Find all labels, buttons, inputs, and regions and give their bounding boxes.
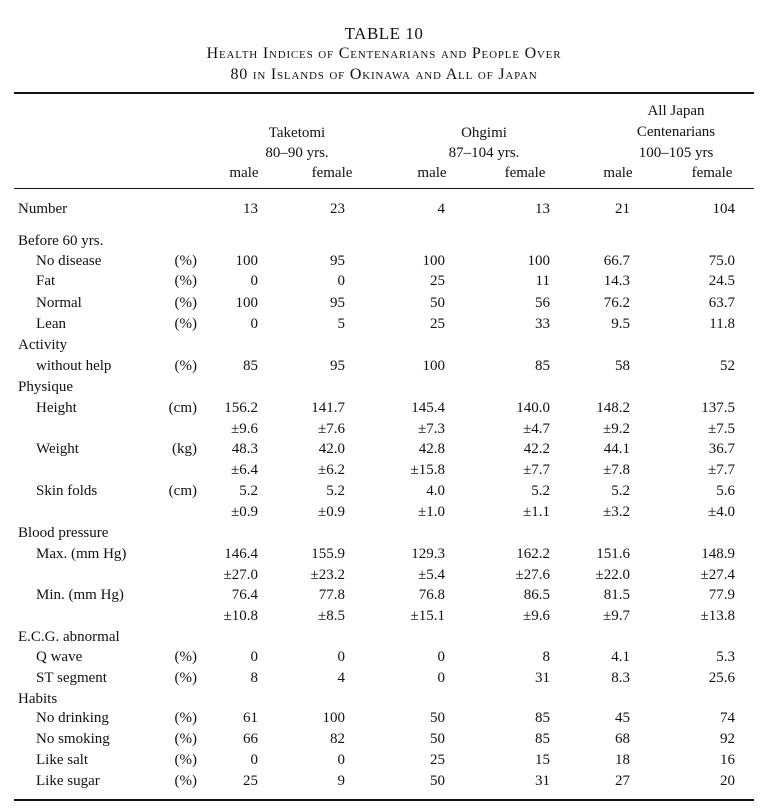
table-cell: 100 [527, 253, 550, 269]
table-cell: 145.4 [411, 400, 445, 416]
table-cell: 0 [437, 670, 445, 686]
table-cell: 162.2 [516, 546, 550, 562]
table-cell: 129.3 [411, 546, 445, 562]
table-cell: 82 [330, 731, 345, 747]
row-unit: (%) [174, 358, 197, 374]
table-cell: ±6.2 [318, 462, 345, 478]
table-cell: ±6.4 [231, 462, 258, 478]
row-unit: (%) [174, 295, 197, 311]
table-cell: 25 [243, 773, 258, 789]
table-cell: ±1.0 [418, 504, 445, 520]
table-cell: 9.5 [611, 316, 630, 332]
table-cell: 52 [720, 358, 735, 374]
row-label: Normal [36, 295, 82, 311]
table-cell: 8 [542, 649, 550, 665]
row-label: Before 60 yrs. [18, 233, 104, 249]
table-cell: 5.2 [611, 483, 630, 499]
row-label: Height [36, 400, 77, 416]
row-unit: (%) [174, 752, 197, 768]
group-header-all-japan: Centenarians [636, 124, 716, 140]
table-title-line-1: Health Indices of Centenarians and People Over [206, 45, 562, 62]
table-cell: 50 [430, 731, 445, 747]
group-age-all-japan: 100–105 yrs [638, 145, 714, 161]
row-unit: (%) [174, 710, 197, 726]
table-cell: 68 [615, 731, 630, 747]
table-cell: 56 [535, 295, 550, 311]
row-label: Fat [36, 273, 56, 289]
row-label: Blood pressure [18, 525, 109, 541]
table-cell: 61 [243, 710, 258, 726]
table-cell: 50 [430, 295, 445, 311]
table-cell: 4.1 [611, 649, 630, 665]
subcol-header-male: male [417, 165, 447, 181]
table-cell: ±9.6 [231, 421, 258, 437]
table-cell: 15 [535, 752, 550, 768]
table-cell: 146.4 [224, 546, 258, 562]
table-cell: 5.3 [716, 649, 735, 665]
table-cell: ±15.1 [410, 608, 445, 624]
table-cell: 75.0 [708, 253, 735, 269]
table-cell: ±27.6 [515, 567, 550, 583]
row-label: ST segment [36, 670, 107, 686]
table-cell: 20 [720, 773, 735, 789]
group-age-ohgimi: 87–104 yrs. [448, 145, 520, 161]
table-cell: 0 [250, 649, 258, 665]
row-label: E.C.G. abnormal [18, 629, 120, 645]
table-cell: ±0.9 [318, 504, 345, 520]
table-cell: ±23.2 [310, 567, 345, 583]
row-unit: (%) [174, 649, 197, 665]
table-cell: 50 [430, 773, 445, 789]
table-cell: 50 [430, 710, 445, 726]
table-cell: 0 [437, 649, 445, 665]
table-cell: 76.8 [418, 587, 445, 603]
row-label: Skin folds [36, 483, 98, 499]
row-label: Habits [18, 691, 58, 707]
table-cell: 66 [243, 731, 258, 747]
table-cell: 11.8 [709, 316, 735, 332]
header-rule [14, 188, 754, 189]
table-cell: 24.5 [708, 273, 735, 289]
row-label: No smoking [36, 731, 110, 747]
table-cell: ±7.8 [603, 462, 630, 478]
table-cell: ±13.8 [700, 608, 735, 624]
table-cell: ±22.0 [595, 567, 630, 583]
row-label: Lean [36, 316, 66, 332]
group-age-taketomi: 80–90 yrs. [265, 145, 329, 161]
table-cell: 95 [330, 295, 345, 311]
group-header-ohgimi: Ohgimi [461, 125, 507, 141]
table-cell: 5.2 [326, 483, 345, 499]
table-cell: 4 [437, 201, 445, 217]
table-cell: 155.9 [311, 546, 345, 562]
table-cell: 100 [235, 253, 258, 269]
table-cell: 85 [243, 358, 258, 374]
table-cell: 0 [337, 273, 345, 289]
subcol-header-female: female [311, 165, 353, 181]
table-cell: 58 [615, 358, 630, 374]
row-label: Number [18, 201, 68, 217]
table-cell: ±5.4 [418, 567, 445, 583]
subcol-header-female: female [504, 165, 546, 181]
table-cell: ±15.8 [410, 462, 445, 478]
table-cell: 86.5 [523, 587, 550, 603]
table-cell: ±27.4 [700, 567, 735, 583]
table-cell: 104 [712, 201, 735, 217]
subcol-header-male: male [603, 165, 633, 181]
table-cell: 45 [615, 710, 630, 726]
table-cell: 0 [250, 752, 258, 768]
table-cell: ±7.7 [708, 462, 735, 478]
table-cell: ±9.6 [523, 608, 550, 624]
row-unit: (%) [174, 316, 197, 332]
table-cell: 42.8 [418, 441, 445, 457]
table-cell: 76.2 [603, 295, 630, 311]
table-cell: 14.3 [603, 273, 630, 289]
table-cell: 9 [337, 773, 345, 789]
table-cell: 85 [535, 731, 550, 747]
table-number: TABLE 10 [344, 24, 424, 43]
table-cell: ±7.7 [523, 462, 550, 478]
row-label: No drinking [36, 710, 109, 726]
row-unit: (cm) [168, 400, 197, 416]
table-cell: 5.6 [716, 483, 735, 499]
table-cell: ±4.7 [523, 421, 550, 437]
table-cell: 25.6 [708, 670, 735, 686]
subcol-header-male: male [229, 165, 259, 181]
table-cell: 21 [615, 201, 630, 217]
table-cell: 5.2 [239, 483, 258, 499]
table-cell: 148.9 [701, 546, 735, 562]
table-cell: 48.3 [231, 441, 258, 457]
table-cell: ±10.8 [223, 608, 258, 624]
table-cell: ±8.5 [318, 608, 345, 624]
table-cell: 63.7 [708, 295, 735, 311]
table-cell: 76.4 [231, 587, 258, 603]
table-cell: 4 [337, 670, 345, 686]
table-cell: 44.1 [603, 441, 630, 457]
table-cell: 141.7 [311, 400, 345, 416]
table-cell: 25 [430, 752, 445, 768]
row-label: Q wave [36, 649, 83, 665]
row-label: Like sugar [36, 773, 100, 789]
table-cell: 85 [535, 710, 550, 726]
table-cell: 42.0 [318, 441, 345, 457]
table-cell: 77.9 [708, 587, 735, 603]
table-cell: ±9.7 [603, 608, 630, 624]
table-cell: 81.5 [603, 587, 630, 603]
row-unit: (cm) [168, 483, 197, 499]
row-label: Activity [18, 337, 68, 353]
table-cell: 151.6 [596, 546, 630, 562]
row-label: Weight [36, 441, 79, 457]
group-header-taketomi: Taketomi [268, 125, 326, 141]
bottom-rule [14, 799, 754, 801]
table-cell: 156.2 [224, 400, 258, 416]
table-cell: 25 [430, 316, 445, 332]
table-cell: 148.2 [596, 400, 630, 416]
table-cell: 0 [337, 752, 345, 768]
group-header-all-japan-line-1: All Japan [647, 103, 705, 119]
row-label: Min. (mm Hg) [36, 587, 124, 603]
table-cell: 36.7 [708, 441, 735, 457]
table-cell: 11 [535, 273, 550, 289]
table-cell: 42.2 [523, 441, 550, 457]
table-cell: 13 [535, 201, 550, 217]
row-label: No disease [36, 253, 102, 269]
table-cell: 100 [235, 295, 258, 311]
table-cell: 0 [250, 316, 258, 332]
table-cell: 5.2 [531, 483, 550, 499]
table-cell: ±7.5 [708, 421, 735, 437]
table-cell: 100 [422, 358, 445, 374]
row-label: Max. (mm Hg) [36, 546, 127, 562]
table-cell: 77.8 [318, 587, 345, 603]
row-label: Like salt [36, 752, 89, 768]
table-cell: 95 [330, 358, 345, 374]
table-cell: 31 [535, 670, 550, 686]
table-cell: 0 [337, 649, 345, 665]
table-cell: 5 [337, 316, 345, 332]
table-cell: 25 [430, 273, 445, 289]
table-cell: 23 [330, 201, 345, 217]
table-title-line-2: 80 in Islands of Okinawa and All of Japan [230, 66, 538, 83]
row-label: Physique [18, 379, 74, 395]
row-unit: (%) [174, 253, 197, 269]
table-cell: 137.5 [701, 400, 735, 416]
table-cell: 100 [322, 710, 345, 726]
table-cell: ±4.0 [708, 504, 735, 520]
table-cell: ±7.3 [418, 421, 445, 437]
table-cell: 33 [535, 316, 550, 332]
table-cell: 0 [250, 273, 258, 289]
table-cell: 8 [250, 670, 258, 686]
table-cell: 85 [535, 358, 550, 374]
row-label: without help [36, 358, 112, 374]
table-cell: 100 [422, 253, 445, 269]
table-cell: 4.0 [426, 483, 445, 499]
row-unit: (%) [174, 670, 197, 686]
table-cell: ±0.9 [231, 504, 258, 520]
table-cell: ±3.2 [603, 504, 630, 520]
table-cell: 74 [720, 710, 735, 726]
table-cell: ±1.1 [523, 504, 550, 520]
table-cell: 18 [615, 752, 630, 768]
table-cell: 16 [720, 752, 735, 768]
row-unit: (kg) [172, 441, 197, 457]
table-cell: 140.0 [516, 400, 550, 416]
table-cell: ±7.6 [318, 421, 345, 437]
table-cell: 27 [615, 773, 630, 789]
table-cell: 8.3 [611, 670, 630, 686]
row-unit: (%) [174, 731, 197, 747]
table-cell: ±27.0 [223, 567, 258, 583]
table-cell: 95 [330, 253, 345, 269]
table-cell: 92 [720, 731, 735, 747]
top-rule [14, 92, 754, 94]
table-cell: 31 [535, 773, 550, 789]
subcol-header-female: female [691, 165, 733, 181]
table-cell: 13 [243, 201, 258, 217]
row-unit: (%) [174, 273, 197, 289]
table-cell: ±9.2 [603, 421, 630, 437]
row-unit: (%) [174, 773, 197, 789]
table-cell: 66.7 [603, 253, 630, 269]
